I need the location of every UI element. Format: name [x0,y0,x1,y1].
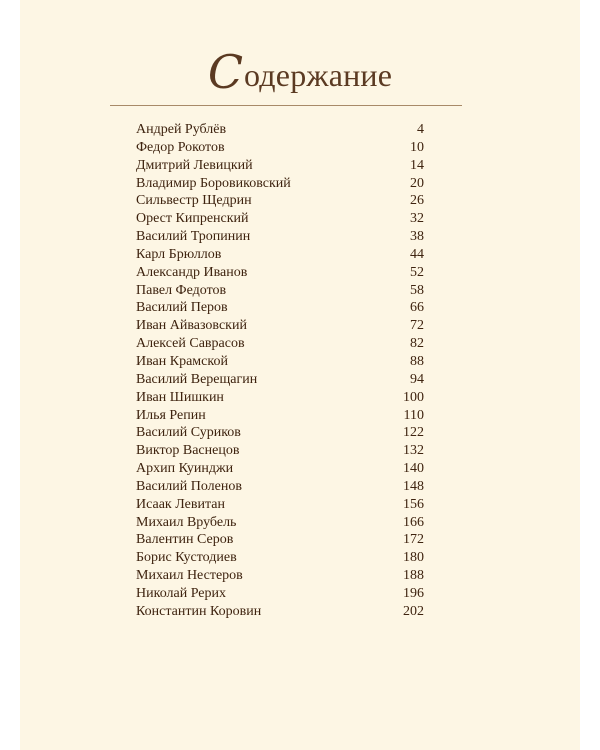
toc-entry-name: Архип Куинджи [136,461,234,477]
table-of-contents [136,121,424,621]
toc-entry-page-number: 82 [410,336,424,352]
toc-entry [136,389,424,407]
toc-entry-page-number: 188 [403,568,424,584]
title-initial: С [207,45,244,99]
toc-entry [136,139,424,157]
toc-entry [136,478,424,496]
toc-entry-name: Андрей Рублёв [136,122,227,137]
toc-entry-name: Александр Иванов [136,264,248,280]
toc-entry-page-number: 66 [410,300,424,316]
toc-entry-page-number: 140 [403,461,424,477]
toc-entry [136,299,424,317]
book-page [20,0,580,750]
toc-entry-name: Павел Федотов [136,282,227,298]
toc-entry [136,335,424,353]
toc-entry-page-number: 32 [410,211,424,227]
toc-entry-page-number: 156 [403,496,424,512]
toc-entry-page-number: 110 [403,407,424,423]
toc-entry-page-number: 166 [403,514,424,530]
toc-entry-page-number: 58 [410,282,424,298]
toc-entry-page-number: 10 [410,139,424,155]
toc-entry-name: Михаил Нестеров [136,568,243,584]
toc-entry [136,603,424,621]
toc-entry [136,549,424,567]
toc-entry-name: Федор Рокотов [136,139,225,155]
toc-entry-name: Василий Поленов [136,478,242,494]
toc-entry-page-number: 14 [410,157,424,173]
toc-entry-name: Константин Коровин [136,603,262,619]
toc-entry-page-number: 202 [403,603,424,619]
toc-entry-name: Владимир Боровиковский [136,175,291,191]
toc-entry [136,228,424,246]
toc-entry [136,264,424,282]
toc-entry-page-number: 44 [410,246,424,262]
toc-entry [136,282,424,300]
title-text: одержание [244,57,393,93]
toc-entry-page-number: 100 [403,389,424,405]
toc-entry-page-number: 122 [403,425,424,441]
toc-entry [136,175,424,193]
toc-entry-page-number: 20 [410,175,424,191]
toc-entry-page-number: 4 [417,122,424,137]
toc-entry-page-number: 88 [410,353,424,369]
toc-entry [136,192,424,210]
toc-entry [136,407,424,425]
title-divider [110,105,462,106]
toc-entry-name: Сильвестр Щедрин [136,193,252,209]
toc-entry-name: Михаил Врубель [136,514,237,530]
toc-entry-name: Василий Верещагин [136,371,258,387]
toc-entry-page-number: 94 [410,371,424,387]
toc-entry-page-number: 52 [410,264,424,280]
toc-entry [136,424,424,442]
toc-entry-name: Исаак Левитан [136,496,225,512]
toc-entry [136,317,424,335]
toc-entry-name: Иван Шишкин [136,389,224,405]
toc-entry-name: Валентин Серов [136,532,234,548]
toc-entry [136,514,424,532]
toc-entry-name: Василий Перов [136,300,228,316]
toc-entry [136,531,424,549]
toc-entry [136,442,424,460]
toc-entry [136,585,424,603]
page-title [20,45,580,99]
toc-entry [136,246,424,264]
toc-entry-page-number: 38 [410,229,424,245]
toc-entry-name: Алексей Саврасов [136,336,245,352]
toc-entry-name: Николай Рерих [136,585,227,601]
toc-entry-name: Василий Тропинин [136,229,251,245]
toc-entry [136,496,424,514]
toc-entry-page-number: 172 [403,532,424,548]
toc-entry-page-number: 26 [410,193,424,209]
toc-entry [136,157,424,175]
toc-entry-page-number: 196 [403,585,424,601]
toc-entry-name: Карл Брюллов [136,246,222,262]
toc-entry-name: Орест Кипренский [136,211,249,227]
toc-entry-name: Виктор Васнецов [136,443,240,459]
toc-entry-page-number: 148 [403,478,424,494]
toc-entry [136,460,424,478]
toc-entry-page-number: 180 [403,550,424,566]
toc-entry [136,121,424,139]
toc-entry-name: Дмитрий Левицкий [136,157,253,173]
toc-entry [136,210,424,228]
toc-entry [136,353,424,371]
toc-entry-page-number: 132 [403,443,424,459]
toc-entry [136,371,424,389]
toc-entry-name: Илья Репин [136,407,206,423]
toc-entry-name: Василий Суриков [136,425,241,441]
toc-entry [136,567,424,585]
toc-entry-name: Иван Айвазовский [136,318,247,334]
toc-entry-name: Иван Крамской [136,353,228,369]
toc-entry-page-number: 72 [410,318,424,334]
toc-entry-name: Борис Кустодиев [136,550,237,566]
